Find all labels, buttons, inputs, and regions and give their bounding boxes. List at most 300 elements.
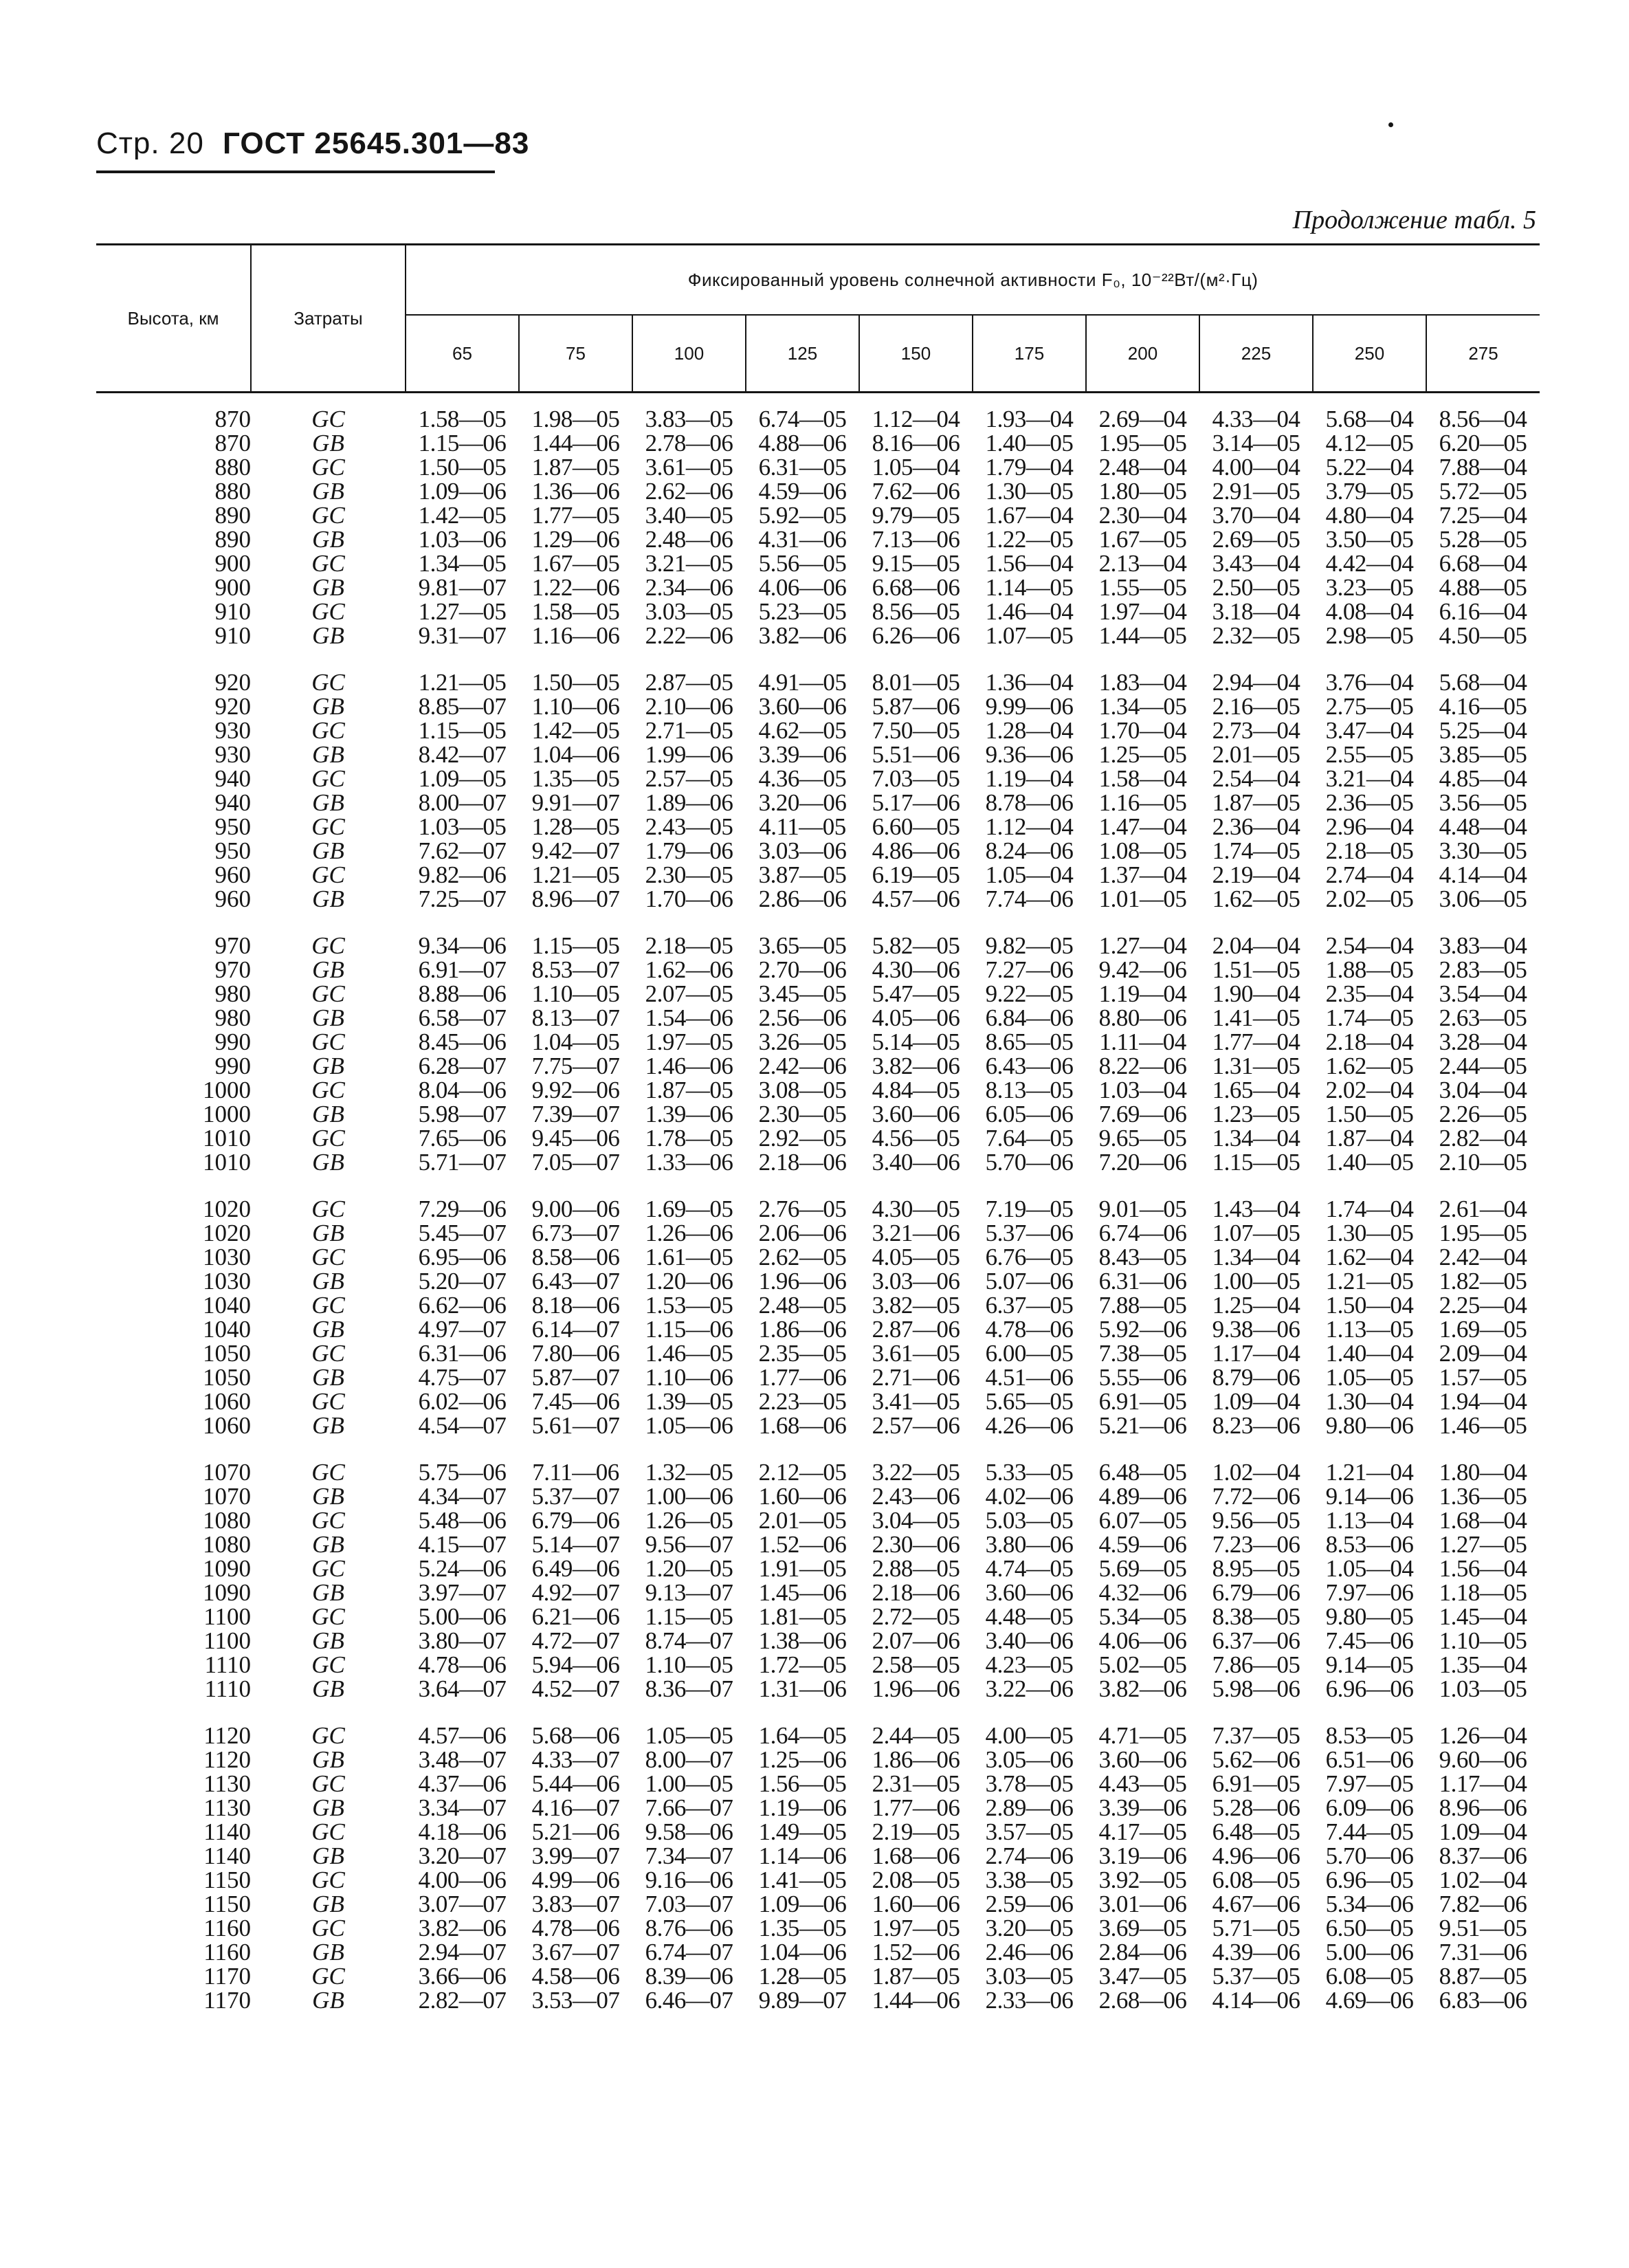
value-cell: 2.06—06 (758, 1220, 847, 1246)
cost-cell: GC (311, 669, 345, 696)
height-cell: 950 (214, 813, 251, 840)
value-cell: 1.04—05 (531, 1028, 620, 1055)
value-cell: 1.15—06 (645, 1316, 733, 1343)
value-cell: 1.11—04 (1099, 1028, 1186, 1055)
value-cell: 1.44—05 (1098, 622, 1187, 649)
value-cell: 1.62—06 (645, 956, 733, 983)
value-cell: 3.60—06 (1098, 1746, 1187, 1773)
page-header (96, 126, 530, 173)
value-cell: 3.60—06 (872, 1101, 960, 1127)
value-cell: 3.99—07 (531, 1842, 620, 1869)
value-cell: 2.42—04 (1439, 1244, 1527, 1270)
value-cell: 2.18—05 (645, 932, 733, 959)
value-cell: 4.05—05 (872, 1244, 960, 1270)
value-cell: 2.71—05 (645, 717, 733, 744)
value-cell: 1.28—04 (985, 717, 1074, 744)
value-cell: 4.99—06 (531, 1867, 620, 1893)
value-cell: 5.37—07 (531, 1483, 620, 1510)
value-cell: 1.56—04 (985, 550, 1074, 577)
value-cell: 1.26—05 (645, 1507, 733, 1534)
value-cell: 3.40—06 (872, 1149, 960, 1176)
value-cell: 4.84—05 (872, 1077, 960, 1103)
value-cell: 1.83—04 (1098, 669, 1187, 696)
value-cell: 3.47—04 (1325, 717, 1414, 744)
value-cell: 1.45—04 (1439, 1603, 1527, 1630)
value-cell: 7.64—05 (985, 1125, 1074, 1152)
value-cell: 1.31—06 (758, 1675, 847, 1702)
value-cell: 3.41—05 (872, 1388, 960, 1415)
value-cell: 6.95—06 (418, 1244, 507, 1270)
table-row (96, 1269, 1540, 1293)
value-cell: 4.75—07 (418, 1364, 507, 1391)
value-cell: 6.73—07 (531, 1220, 620, 1246)
height-cell: 1050 (203, 1364, 251, 1391)
cost-cell: GC (311, 1196, 345, 1222)
value-cell: 8.95—05 (1212, 1555, 1300, 1582)
value-cell: 5.14—07 (531, 1531, 620, 1558)
table-row (96, 455, 1540, 479)
value-cell: 2.04—04 (1212, 932, 1300, 959)
value-cell: 1.46—06 (645, 1053, 733, 1079)
value-cell: 3.79—05 (1325, 478, 1414, 505)
value-cell: 5.28—05 (1439, 526, 1527, 553)
table-row (96, 551, 1540, 575)
value-cell: 2.34—06 (645, 574, 733, 601)
value-cell: 1.50—05 (531, 669, 620, 696)
table-row (96, 1988, 1540, 2012)
value-cell: 6.49—06 (531, 1555, 620, 1582)
height-cell: 900 (214, 574, 251, 601)
value-cell: 9.91—07 (531, 789, 620, 816)
value-cell: 3.83—04 (1439, 932, 1527, 959)
value-cell: 3.56—05 (1439, 789, 1527, 816)
height-cell: 940 (214, 765, 251, 792)
value-cell: 7.39—07 (531, 1101, 620, 1127)
value-cell: 5.21—06 (531, 1818, 620, 1845)
value-cell: 4.88—05 (1439, 574, 1527, 601)
value-cell: 1.50—05 (418, 454, 507, 481)
value-cell: 1.10—05 (645, 1651, 733, 1678)
value-cell: 3.54—04 (1439, 980, 1527, 1007)
value-cell: 6.31—06 (1098, 1268, 1187, 1295)
value-cell: 9.92—06 (531, 1077, 620, 1103)
cost-cell: GB (312, 1579, 344, 1606)
value-cell: 2.83—05 (1439, 956, 1527, 983)
cost-cell: GC (311, 1722, 345, 1749)
value-cell: 1.67—04 (985, 502, 1074, 529)
standard-code: ГОСТ 25645.301—83 (223, 126, 530, 160)
value-cell: 4.96—06 (1212, 1842, 1300, 1869)
value-cell: 5.72—05 (1439, 478, 1527, 505)
value-cell: 8.18—06 (531, 1292, 620, 1319)
value-cell: 4.30—06 (872, 956, 960, 983)
value-cell: 4.48—04 (1439, 813, 1527, 840)
value-cell: 1.98—05 (531, 406, 620, 432)
cost-cell: GB (312, 1531, 344, 1558)
value-cell: 2.94—04 (1212, 669, 1300, 696)
height-cell: 1160 (203, 1939, 251, 1966)
height-cell: 1170 (203, 1963, 251, 1990)
value-cell: 8.01—05 (872, 669, 960, 696)
value-cell: 1.51—05 (1212, 956, 1300, 983)
value-cell: 5.94—06 (531, 1651, 620, 1678)
table-row (96, 958, 1540, 982)
value-cell: 7.19—05 (985, 1196, 1074, 1222)
value-cell: 5.03—05 (985, 1507, 1074, 1534)
cost-cell: GB (312, 1101, 344, 1127)
value-cell: 3.38—05 (985, 1867, 1074, 1893)
value-cell: 4.67—06 (1212, 1891, 1300, 1917)
value-cell: 1.25—06 (758, 1746, 847, 1773)
cost-cell: GB (312, 1483, 344, 1510)
value-cell: 2.35—04 (1325, 980, 1414, 1007)
value-cell: 5.62—06 (1212, 1746, 1300, 1773)
value-cell: 1.27—04 (1098, 932, 1187, 959)
value-cell: 1.15—06 (418, 430, 507, 456)
value-cell: 1.38—06 (758, 1627, 847, 1654)
height-cell: 1120 (203, 1746, 251, 1773)
value-cell: 1.18—05 (1439, 1579, 1527, 1606)
value-cell: 3.34—07 (418, 1794, 507, 1821)
value-cell: 8.39—06 (645, 1963, 733, 1990)
value-cell: 8.22—06 (1098, 1053, 1187, 1079)
value-cell: 1.21—05 (418, 669, 507, 696)
value-cell: 1.35—05 (758, 1915, 847, 1941)
group-separator (96, 648, 1540, 670)
height-cell: 1090 (203, 1555, 251, 1582)
value-cell: 4.78—06 (418, 1651, 507, 1678)
value-cell: 1.05—04 (985, 861, 1074, 888)
value-cell: 1.03—06 (418, 526, 507, 553)
cost-cell: GC (311, 1770, 345, 1797)
value-cell: 4.12—05 (1325, 430, 1414, 456)
value-cell: 1.50—05 (1325, 1101, 1414, 1127)
value-cell: 6.74—06 (1098, 1220, 1187, 1246)
value-cell: 2.50—05 (1212, 574, 1300, 601)
cost-cell: GB (312, 1412, 344, 1439)
cost-cell: GB (312, 885, 344, 912)
value-cell: 1.13—04 (1325, 1507, 1414, 1534)
value-cell: 9.16—06 (645, 1867, 733, 1893)
value-cell: 3.07—07 (418, 1891, 507, 1917)
value-cell: 2.13—04 (1098, 550, 1187, 577)
value-cell: 2.62—05 (758, 1244, 847, 1270)
table-row (96, 863, 1540, 887)
table-row (96, 791, 1540, 815)
value-cell: 2.75—05 (1325, 693, 1414, 720)
value-cell: 2.01—05 (758, 1507, 847, 1534)
value-cell: 5.68—06 (531, 1722, 620, 1749)
value-cell: 1.05—05 (645, 1722, 733, 1749)
value-cell: 9.82—05 (985, 932, 1074, 959)
cost-cell: GC (311, 502, 345, 529)
value-cell: 6.37—05 (985, 1292, 1074, 1319)
table-row (96, 1221, 1540, 1245)
height-cell: 1120 (203, 1722, 251, 1749)
value-cell: 1.97—05 (872, 1915, 960, 1941)
value-cell: 7.82—06 (1439, 1891, 1527, 1917)
value-cell: 2.32—05 (1212, 622, 1300, 649)
value-cell: 1.07—05 (1212, 1220, 1300, 1246)
value-cell: 7.03—05 (872, 765, 960, 792)
cost-cell: GB (312, 837, 344, 864)
value-cell: 4.05—06 (872, 1004, 960, 1031)
value-cell: 6.28—07 (418, 1053, 507, 1079)
table-row (96, 1820, 1540, 1844)
value-cell: 5.44—06 (531, 1770, 620, 1797)
value-cell: 8.88—06 (418, 980, 507, 1007)
column-header-level: 200 (1086, 315, 1199, 393)
value-cell: 5.69—05 (1098, 1555, 1187, 1582)
value-cell: 1.70—06 (645, 885, 733, 912)
value-cell: 8.56—05 (872, 598, 960, 625)
table-row (96, 1844, 1540, 1868)
group-separator (96, 1438, 1540, 1460)
value-cell: 1.03—04 (1098, 1077, 1187, 1103)
value-cell: 3.82—06 (1098, 1675, 1187, 1702)
value-cell: 5.14—05 (872, 1028, 960, 1055)
value-cell: 3.03—05 (985, 1963, 1074, 1990)
value-cell: 7.31—06 (1439, 1939, 1527, 1966)
value-cell: 1.80—04 (1439, 1459, 1527, 1486)
value-cell: 1.08—05 (1098, 837, 1187, 864)
value-cell: 5.34—05 (1098, 1603, 1187, 1630)
value-cell: 6.96—06 (1325, 1675, 1414, 1702)
value-cell: 5.70—06 (1325, 1842, 1414, 1869)
value-cell: 1.77—06 (872, 1794, 960, 1821)
table-row (96, 1772, 1540, 1796)
stray-dot (1388, 122, 1393, 127)
value-cell: 1.35—05 (531, 765, 620, 792)
value-cell: 5.68—04 (1439, 669, 1527, 696)
value-cell: 7.88—04 (1439, 454, 1527, 481)
value-cell: 1.91—05 (758, 1555, 847, 1582)
value-cell: 1.30—04 (1325, 1388, 1414, 1415)
group-separator (96, 1701, 1540, 1724)
value-cell: 3.03—06 (758, 837, 847, 864)
value-cell: 1.77—04 (1212, 1028, 1300, 1055)
value-cell: 4.59—06 (758, 478, 847, 505)
value-cell: 2.19—05 (872, 1818, 960, 1845)
value-cell: 2.16—05 (1212, 693, 1300, 720)
value-cell: 1.15—05 (645, 1603, 733, 1630)
value-cell: 5.98—06 (1212, 1675, 1300, 1702)
value-cell: 1.87—04 (1325, 1125, 1414, 1152)
height-cell: 1040 (203, 1292, 251, 1319)
value-cell: 8.24—06 (985, 837, 1074, 864)
height-cell: 1060 (203, 1388, 251, 1415)
value-cell: 1.39—05 (645, 1388, 733, 1415)
table-row (96, 1030, 1540, 1054)
value-cell: 1.12—04 (985, 813, 1074, 840)
value-cell: 1.29—06 (531, 526, 620, 553)
cost-cell: GC (311, 1915, 345, 1941)
value-cell: 3.01—06 (1098, 1891, 1187, 1917)
value-cell: 8.78—06 (985, 789, 1074, 816)
value-cell: 9.89—07 (758, 1987, 847, 2014)
value-cell: 5.25—04 (1439, 717, 1527, 744)
value-cell: 1.40—05 (1325, 1149, 1414, 1176)
separator-cell (96, 1701, 1540, 1724)
value-cell: 8.76—06 (645, 1915, 733, 1941)
separator-cell (96, 1174, 1540, 1197)
value-cell: 2.30—06 (872, 1531, 960, 1558)
value-cell: 3.20—07 (418, 1842, 507, 1869)
value-cell: 1.30—05 (1325, 1220, 1414, 1246)
value-cell: 2.35—05 (758, 1340, 847, 1367)
value-cell: 1.88—05 (1325, 956, 1414, 983)
value-cell: 2.33—06 (985, 1987, 1074, 2014)
value-cell: 8.04—06 (418, 1077, 507, 1103)
table-row (96, 1341, 1540, 1365)
value-cell: 3.20—05 (985, 1915, 1074, 1941)
value-cell: 9.80—05 (1325, 1603, 1414, 1630)
value-cell: 8.96—06 (1439, 1794, 1527, 1821)
cost-cell: GC (311, 1867, 345, 1893)
value-cell: 2.74—04 (1325, 861, 1414, 888)
value-cell: 1.58—04 (1098, 765, 1187, 792)
value-cell: 3.08—05 (758, 1077, 847, 1103)
value-cell: 1.04—06 (531, 741, 620, 768)
value-cell: 4.02—06 (985, 1483, 1074, 1510)
value-cell: 8.53—06 (1325, 1531, 1414, 1558)
cost-cell: GB (312, 956, 344, 983)
value-cell: 6.48—05 (1212, 1818, 1300, 1845)
table-row (96, 982, 1540, 1006)
height-cell: 980 (214, 1004, 251, 1031)
value-cell: 7.62—06 (872, 478, 960, 505)
value-cell: 5.82—05 (872, 932, 960, 959)
value-cell: 9.99—06 (985, 693, 1074, 720)
value-cell: 9.42—06 (1098, 956, 1187, 983)
table-continuation-caption: Продолжение табл. 5 (1292, 206, 1536, 234)
value-cell: 1.19—04 (1098, 980, 1187, 1007)
value-cell: 9.14—06 (1325, 1483, 1414, 1510)
value-cell: 2.69—05 (1212, 526, 1300, 553)
value-cell: 1.49—05 (758, 1818, 847, 1845)
table-row (96, 1605, 1540, 1629)
value-cell: 6.62—06 (418, 1292, 507, 1319)
height-cell: 970 (214, 932, 251, 959)
value-cell: 2.42—06 (758, 1053, 847, 1079)
value-cell: 4.78—06 (531, 1915, 620, 1941)
height-cell: 1020 (203, 1196, 251, 1222)
value-cell: 6.43—06 (985, 1053, 1074, 1079)
table-row (96, 1365, 1540, 1389)
group-separator (96, 1174, 1540, 1197)
table-row (96, 1677, 1540, 1701)
value-cell: 1.16—06 (531, 622, 620, 649)
value-cell: 4.85—04 (1439, 765, 1527, 792)
value-cell: 9.42—07 (531, 837, 620, 864)
cost-cell: GC (311, 550, 345, 577)
value-cell: 2.01—05 (1212, 741, 1300, 768)
value-cell: 6.50—05 (1325, 1915, 1414, 1941)
table-row (96, 1748, 1540, 1772)
cost-cell: GB (312, 693, 344, 720)
table-row (96, 694, 1540, 718)
value-cell: 1.34—05 (1098, 693, 1187, 720)
value-cell: 1.09—04 (1439, 1818, 1527, 1845)
value-cell: 4.42—04 (1325, 550, 1414, 577)
height-cell: 950 (214, 837, 251, 864)
value-cell: 1.95—05 (1098, 430, 1187, 456)
height-cell: 1080 (203, 1531, 251, 1558)
table-row (96, 527, 1540, 551)
value-cell: 8.00—07 (645, 1746, 733, 1773)
table-row (96, 1940, 1540, 1964)
value-cell: 4.88—06 (758, 430, 847, 456)
value-cell: 2.44—05 (872, 1722, 960, 1749)
value-cell: 3.48—07 (418, 1746, 507, 1773)
value-cell: 3.40—05 (645, 502, 733, 529)
value-cell: 3.60—06 (985, 1579, 1074, 1606)
value-cell: 1.09—04 (1212, 1388, 1300, 1415)
value-cell: 1.00—06 (645, 1483, 733, 1510)
value-cell: 2.09—04 (1439, 1340, 1527, 1367)
value-cell: 2.87—06 (872, 1316, 960, 1343)
value-cell: 1.05—04 (1325, 1555, 1414, 1582)
value-cell: 1.10—05 (531, 980, 620, 1007)
value-cell: 1.36—05 (1439, 1483, 1527, 1510)
value-cell: 2.07—06 (872, 1627, 960, 1654)
value-cell: 1.22—06 (531, 574, 620, 601)
height-cell: 1110 (204, 1675, 251, 1702)
value-cell: 1.67—05 (1098, 526, 1187, 553)
height-cell: 920 (214, 669, 251, 696)
height-cell: 990 (214, 1053, 251, 1079)
height-cell: 1090 (203, 1579, 251, 1606)
table-row (96, 1150, 1540, 1174)
value-cell: 7.27—06 (985, 956, 1074, 983)
table-row (96, 815, 1540, 839)
height-cell: 940 (214, 789, 251, 816)
value-cell: 5.71—05 (1212, 1915, 1300, 1941)
value-cell: 4.56—05 (872, 1125, 960, 1152)
value-cell: 3.87—05 (758, 861, 847, 888)
value-cell: 3.19—06 (1098, 1842, 1187, 1869)
column-header-level: 250 (1313, 315, 1426, 393)
value-cell: 6.05—06 (985, 1101, 1074, 1127)
value-cell: 1.64—05 (758, 1722, 847, 1749)
height-cell: 1050 (203, 1340, 251, 1367)
value-cell: 2.57—05 (645, 765, 733, 792)
height-cell: 1150 (203, 1891, 251, 1917)
value-cell: 5.61—07 (531, 1412, 620, 1439)
cost-cell: GB (312, 1627, 344, 1654)
value-cell: 1.79—04 (985, 454, 1074, 481)
table-row (96, 1006, 1540, 1030)
value-cell: 6.31—06 (418, 1340, 507, 1367)
value-cell: 2.46—06 (985, 1939, 1074, 1966)
value-cell: 9.79—05 (872, 502, 960, 529)
value-cell: 1.56—04 (1439, 1555, 1527, 1582)
cost-cell: GC (311, 765, 345, 792)
value-cell: 2.19—04 (1212, 861, 1300, 888)
cost-cell: GB (312, 478, 344, 505)
value-cell: 3.04—04 (1439, 1077, 1527, 1103)
value-cell: 5.20—07 (418, 1268, 507, 1295)
cost-cell: GC (311, 980, 345, 1007)
value-cell: 5.28—06 (1212, 1794, 1300, 1821)
value-cell: 2.89—06 (985, 1794, 1074, 1821)
value-cell: 1.56—05 (758, 1770, 847, 1797)
value-cell: 3.45—05 (758, 980, 847, 1007)
value-cell: 1.42—05 (531, 717, 620, 744)
value-cell: 6.20—05 (1439, 430, 1527, 456)
value-cell: 3.22—05 (872, 1459, 960, 1486)
value-cell: 6.58—07 (418, 1004, 507, 1031)
